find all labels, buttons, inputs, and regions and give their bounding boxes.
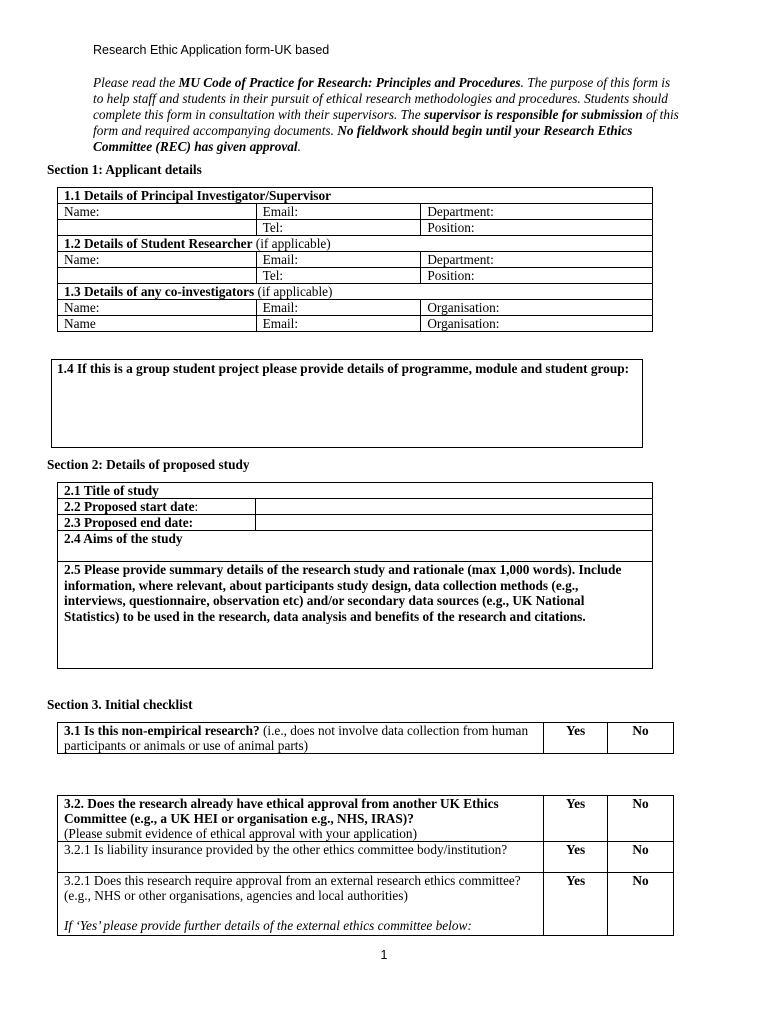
coinv2-name-field[interactable]: Name bbox=[58, 316, 257, 332]
pi-position-field[interactable]: Position: bbox=[421, 220, 653, 236]
section2-title: Section 2: Details of proposed study bbox=[47, 457, 250, 472]
q32-label: 3.2. Does the research already have ethical approval from another UK Ethics Committee (e.g., a UK HEI or organisation e.g., NHS, IRAS)? bbox=[64, 796, 499, 826]
summary-label: 2.5 Please provide summary details of the research study and rationale (max 1,000 words). Include information, where relevant, about participants study design, data collection methods (e.g., interviews, questionnaire, observation etc) and/or secondary data sources (e.g., UK National Statistics) to be used in the research, data analysis and benefits of the research and citations. bbox=[64, 562, 622, 624]
coinv2-organisation-field[interactable]: Organisation: bbox=[421, 316, 653, 332]
coinv1-email-field[interactable]: Email: bbox=[256, 300, 421, 316]
end-date-label: 2.3 Proposed end date: bbox=[58, 515, 256, 531]
q321a-yes-option[interactable]: Yes bbox=[544, 842, 608, 873]
student-department-field[interactable]: Department: bbox=[421, 252, 653, 268]
pi-heading: 1.1 Details of Principal Investigator/Supervisor bbox=[58, 188, 653, 204]
pi-name-field[interactable]: Name: bbox=[58, 204, 257, 220]
q321a-no-option[interactable]: No bbox=[608, 842, 674, 873]
aims-field[interactable]: 2.4 Aims of the study bbox=[58, 531, 653, 562]
q32-question bbox=[58, 796, 544, 842]
intro-text: . The purpose of this form is to help staff and students in their pursuit of ethical research methodologies and procedures. Students should complete this form in consultation with their supervisors. The bbox=[93, 75, 671, 122]
q321a-question: 3.2.1 Is liability insurance provided by the other ethics committee body/institution? bbox=[58, 842, 544, 873]
section3-title: Section 3. Initial checklist bbox=[47, 697, 193, 712]
q321b-note: If ‘Yes’ please provide further details of the external ethics committee below: bbox=[64, 918, 472, 933]
coinvestigator-heading-label: 1.3 Details of any co-investigators bbox=[64, 284, 255, 299]
coinvestigator-heading bbox=[58, 284, 653, 300]
pi-department-field[interactable]: Department: bbox=[421, 204, 653, 220]
q31-question bbox=[58, 723, 544, 754]
student-heading bbox=[58, 236, 653, 252]
q321b-question bbox=[58, 873, 544, 936]
q31-label: 3.1 Is this non-empirical research? bbox=[64, 723, 260, 738]
student-email-field[interactable]: Email: bbox=[256, 252, 421, 268]
q321b-yes-option[interactable]: Yes bbox=[544, 873, 608, 936]
q31-note: (i.e., does not involve data collection from human participants or animals or use of animal parts) bbox=[64, 723, 529, 753]
pi-blank-cell bbox=[58, 220, 257, 236]
group-project-box[interactable] bbox=[51, 359, 643, 448]
student-blank-cell bbox=[58, 268, 257, 284]
end-date-input[interactable] bbox=[255, 515, 652, 531]
student-position-field[interactable]: Position: bbox=[421, 268, 653, 284]
pi-email-field[interactable]: Email: bbox=[256, 204, 421, 220]
supervisor-responsibility: supervisor is responsible for submission bbox=[423, 107, 643, 122]
q32-no-option[interactable]: No bbox=[608, 796, 674, 842]
intro-paragraph bbox=[93, 75, 683, 155]
q32-yes-option[interactable]: Yes bbox=[544, 796, 608, 842]
checklist-q31-table bbox=[57, 722, 674, 754]
summary-field[interactable] bbox=[58, 562, 653, 669]
section1-title: Section 1: Applicant details bbox=[47, 162, 202, 177]
intro-period: . bbox=[297, 139, 301, 154]
student-name-field[interactable]: Name: bbox=[58, 252, 257, 268]
group-project-label: 1.4 If this is a group student project please provide details of programme, module and student group: bbox=[57, 361, 630, 376]
start-date-input[interactable] bbox=[255, 499, 652, 515]
fieldwork-warning: No fieldwork should begin until your Research Ethics Committee (REC) has given approval bbox=[93, 123, 633, 154]
start-date-label bbox=[58, 499, 256, 515]
student-tel-field[interactable]: Tel: bbox=[256, 268, 421, 284]
start-date-label-text: 2.2 Proposed start date bbox=[64, 499, 195, 514]
q31-no-option[interactable]: No bbox=[608, 723, 674, 754]
student-heading-note: (if applicable) bbox=[252, 236, 331, 251]
q31-yes-option[interactable]: Yes bbox=[544, 723, 608, 754]
student-heading-label: 1.2 Details of Student Researcher bbox=[64, 236, 253, 251]
document-header: Research Ethic Application form-UK based bbox=[93, 43, 330, 57]
intro-text: of this form and required accompanying documents. bbox=[93, 107, 679, 138]
intro-text: Please read the bbox=[93, 75, 179, 90]
q32-note: (Please submit evidence of ethical approval with your application) bbox=[64, 826, 417, 841]
pi-tel-field[interactable]: Tel: bbox=[256, 220, 421, 236]
study-title-field[interactable]: 2.1 Title of study bbox=[58, 483, 653, 499]
study-details-table bbox=[57, 482, 653, 669]
page-number: 1 bbox=[380, 948, 388, 962]
q321b-no-option[interactable]: No bbox=[608, 873, 674, 936]
checklist-q32-table bbox=[57, 795, 674, 936]
coinv1-name-field[interactable]: Name: bbox=[58, 300, 257, 316]
applicant-details-table bbox=[57, 187, 653, 332]
start-date-colon: : bbox=[194, 499, 199, 514]
coinv1-organisation-field[interactable]: Organisation: bbox=[421, 300, 653, 316]
q321b-label: 3.2.1 Does this research require approval from an external research ethics committee? (e.g., NHS or other organisations, agencies and local authorities) bbox=[64, 873, 521, 903]
coinv2-email-field[interactable]: Email: bbox=[256, 316, 421, 332]
coinvestigator-heading-note: (if applicable) bbox=[254, 284, 333, 299]
code-of-practice-title: MU Code of Practice for Research: Principles and Procedures bbox=[178, 75, 521, 90]
